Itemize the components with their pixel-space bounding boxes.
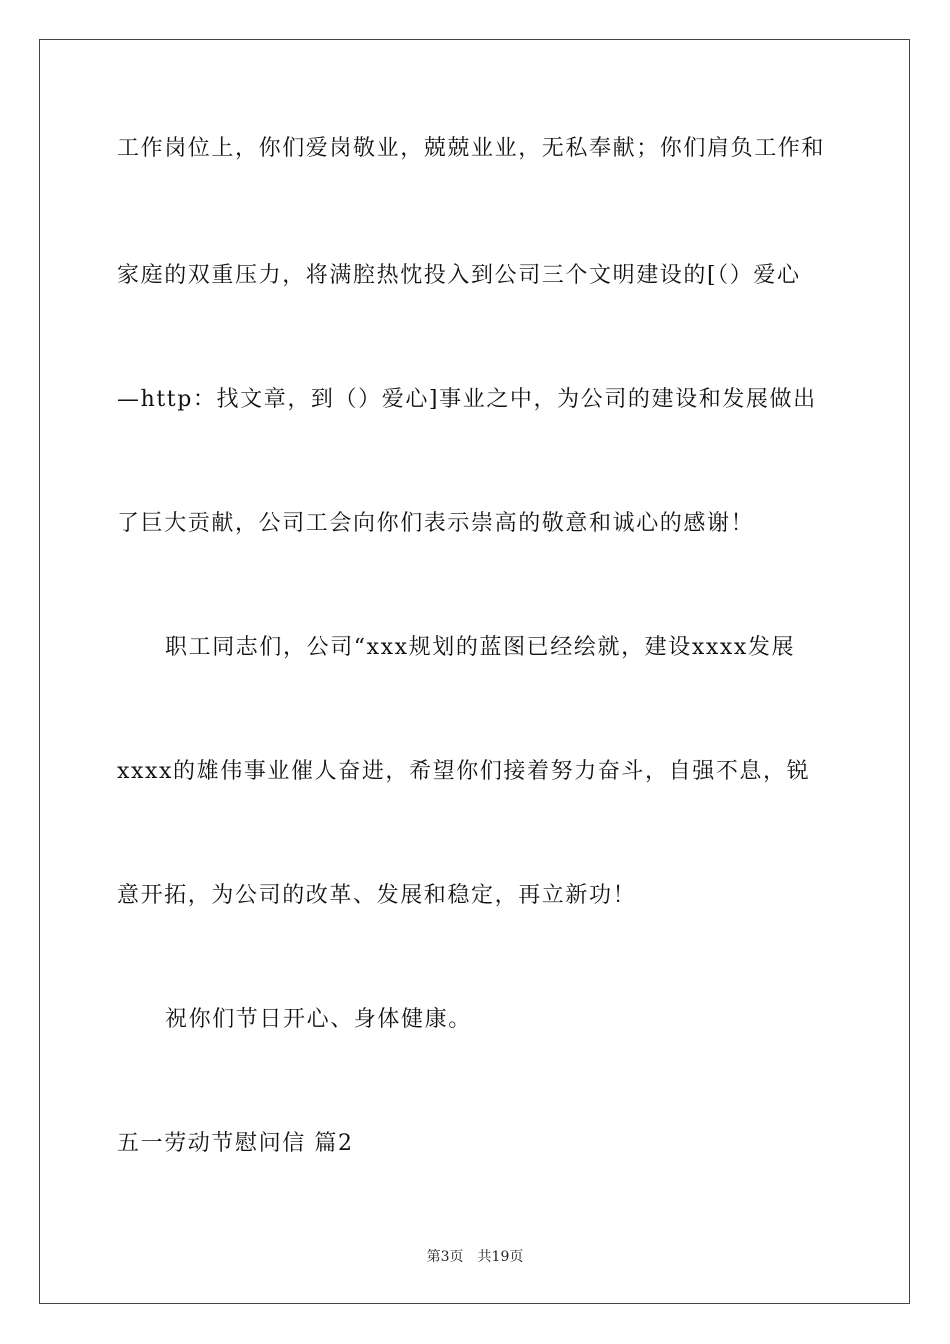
- body-line-5: 职工同志们，公司“xxx规划的蓝图已经绘就，建设xxxx发展: [165, 635, 796, 660]
- page-footer: 第3页 共19页: [426, 1249, 524, 1265]
- body-line-2: 家庭的双重压力，将满腔热忱投入到公司三个文明建设的[（）爱心: [117, 263, 801, 288]
- body-line-1: 工作岗位上，你们爱岗敬业，兢兢业业，无私奉献；你们肩负工作和: [117, 136, 826, 161]
- body-line-4: 了巨大贡献，公司工会向你们表示崇高的敬意和诚心的感谢！: [117, 511, 755, 536]
- body-line-6: xxxx的雄伟事业催人奋进，希望你们接着努力奋斗，自强不息，锐: [117, 759, 811, 784]
- body-line-3: —http：找文章，到（）爱心]事业之中，为公司的建设和发展做出: [117, 387, 817, 412]
- section-heading: 五一劳动节慰问信 篇2: [117, 1131, 354, 1156]
- page-frame: [39, 39, 910, 1304]
- body-line-7: 意开拓，为公司的改革、发展和稳定，再立新功！: [117, 883, 637, 908]
- closing-wish: 祝你们节日开心、身体健康。: [165, 1007, 472, 1032]
